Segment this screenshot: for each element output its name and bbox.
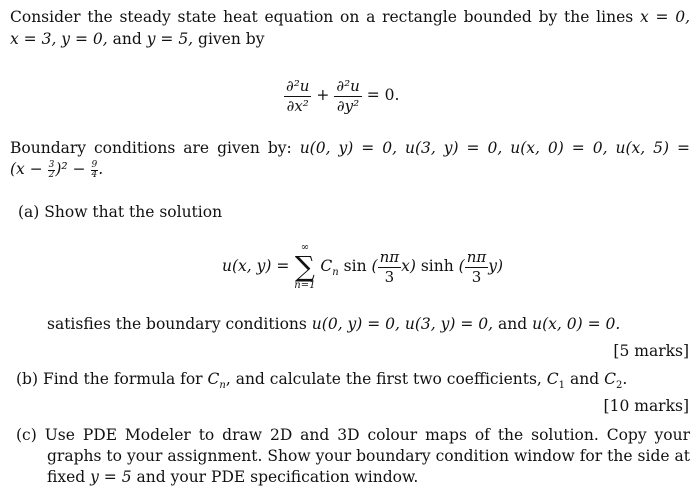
intro-math-x3-y0: x = 3, y = 0,	[10, 30, 108, 48]
pde-term-1-num: ∂²u	[286, 76, 310, 95]
pde-term-1-den: ∂x²	[286, 96, 309, 115]
boundary-frac2-num: 9	[91, 159, 98, 170]
boundary-expr-a: (x −	[10, 160, 43, 178]
boundary-frac1-den: 2	[48, 169, 55, 180]
pde-plus: +	[316, 86, 330, 104]
intro-and: and	[112, 30, 142, 48]
coef-sub: n	[332, 267, 339, 279]
sin-frac-num: nπ	[379, 247, 400, 266]
solution-series	[222, 238, 503, 294]
pde-term-2	[334, 77, 361, 116]
sin-fn: sin	[343, 257, 367, 275]
intro-text: Consider the steady state heat equation on a rectangle bounded by the lines	[10, 8, 634, 26]
part-b-c1-sub: 1	[558, 380, 566, 392]
sinh-arg: y)	[488, 257, 504, 275]
summation	[294, 243, 315, 291]
part-b-line	[16, 369, 627, 396]
sinh-frac-den: 3	[471, 267, 482, 286]
part-b-and: and	[569, 370, 600, 388]
part-b-c1: C	[546, 370, 559, 388]
part-a-label: (a)	[18, 203, 40, 221]
part-b-c2: C	[604, 370, 616, 388]
satisfies-text: satisfies the boundary conditions	[47, 315, 307, 333]
part-b-text-a: Find the formula for	[42, 370, 203, 388]
satisfies-math: u(0, y) = 0, u(3, y) = 0,	[311, 315, 494, 333]
part-c-line-3	[47, 467, 418, 487]
part-a-marks: [5 marks]	[613, 342, 689, 360]
intro-line-2	[10, 29, 264, 49]
intro-math-y5: y = 5,	[146, 30, 194, 48]
sinh-fn: sinh	[420, 257, 454, 275]
boundary-expr-c: .	[98, 160, 104, 178]
part-a-text: Show that the solution	[44, 203, 223, 221]
sinh-frac	[465, 248, 489, 287]
part-c-fixed: fixed	[47, 468, 86, 486]
coef-c: C	[320, 257, 333, 275]
boundary-line-2	[10, 159, 103, 180]
pde-term-2-num: ∂²u	[336, 76, 360, 95]
sinh-frac-num: nπ	[466, 247, 487, 266]
part-b-cn: C	[207, 370, 220, 388]
satisfies-and: and	[498, 315, 528, 333]
sin-arg: x)	[401, 257, 416, 275]
satisfies-line	[47, 314, 620, 334]
part-b-label: (b)	[16, 370, 39, 388]
sin-frac	[378, 248, 402, 287]
intro-math-x0: x = 0,	[639, 8, 691, 26]
sigma-symbol: ∑	[294, 250, 315, 283]
part-b-cn-sub: n	[219, 380, 226, 392]
part-b-marks: [10 marks]	[603, 397, 689, 415]
part-c-text-3: and your PDE specification window.	[136, 468, 419, 486]
intro-given-by: given by	[198, 30, 265, 48]
part-c-line-2: graphs to your assignment. Show your boundary condition window for the side at	[47, 447, 690, 465]
part-c-math: y = 5	[90, 468, 132, 486]
boundary-conditions: u(0, y) = 0, u(3, y) = 0, u(x, 0) = 0, u(x, 5) =	[299, 139, 690, 157]
pde-term-2-den: ∂y²	[336, 96, 360, 115]
boundary-expr-b: )² −	[55, 160, 86, 178]
part-c-line-1	[16, 425, 690, 445]
boundary-line-1	[10, 138, 690, 158]
part-c-label: (c)	[16, 426, 37, 444]
pde-equation	[284, 72, 399, 118]
solution-lhs: u(x, y) =	[222, 257, 290, 275]
boundary-frac2-den: 4	[91, 169, 98, 180]
sum-lower-limit: n=1	[294, 280, 316, 291]
pde-rhs: = 0.	[366, 86, 400, 104]
part-b-end: .	[622, 370, 628, 388]
boundary-frac1-num: 3	[48, 159, 55, 170]
part-b-c2-sub: 2	[615, 380, 623, 392]
part-c-text-1: Use PDE Modeler to draw 2D and 3D colour maps of the solution. Copy your	[44, 426, 690, 444]
satisfies-math-2: u(x, 0) = 0.	[532, 315, 621, 333]
sin-frac-den: 3	[384, 267, 395, 286]
sum-upper-limit: ∞	[300, 242, 310, 253]
part-b-text-b: , and calculate the first two coefficients,	[225, 370, 542, 388]
boundary-lead: Boundary conditions are given by:	[10, 139, 292, 157]
sin-open-paren: (	[371, 257, 378, 275]
pde-term-1	[284, 77, 311, 116]
part-a-line	[18, 202, 222, 222]
intro-line-1	[10, 7, 690, 27]
sinh-open-paren: (	[458, 257, 465, 275]
